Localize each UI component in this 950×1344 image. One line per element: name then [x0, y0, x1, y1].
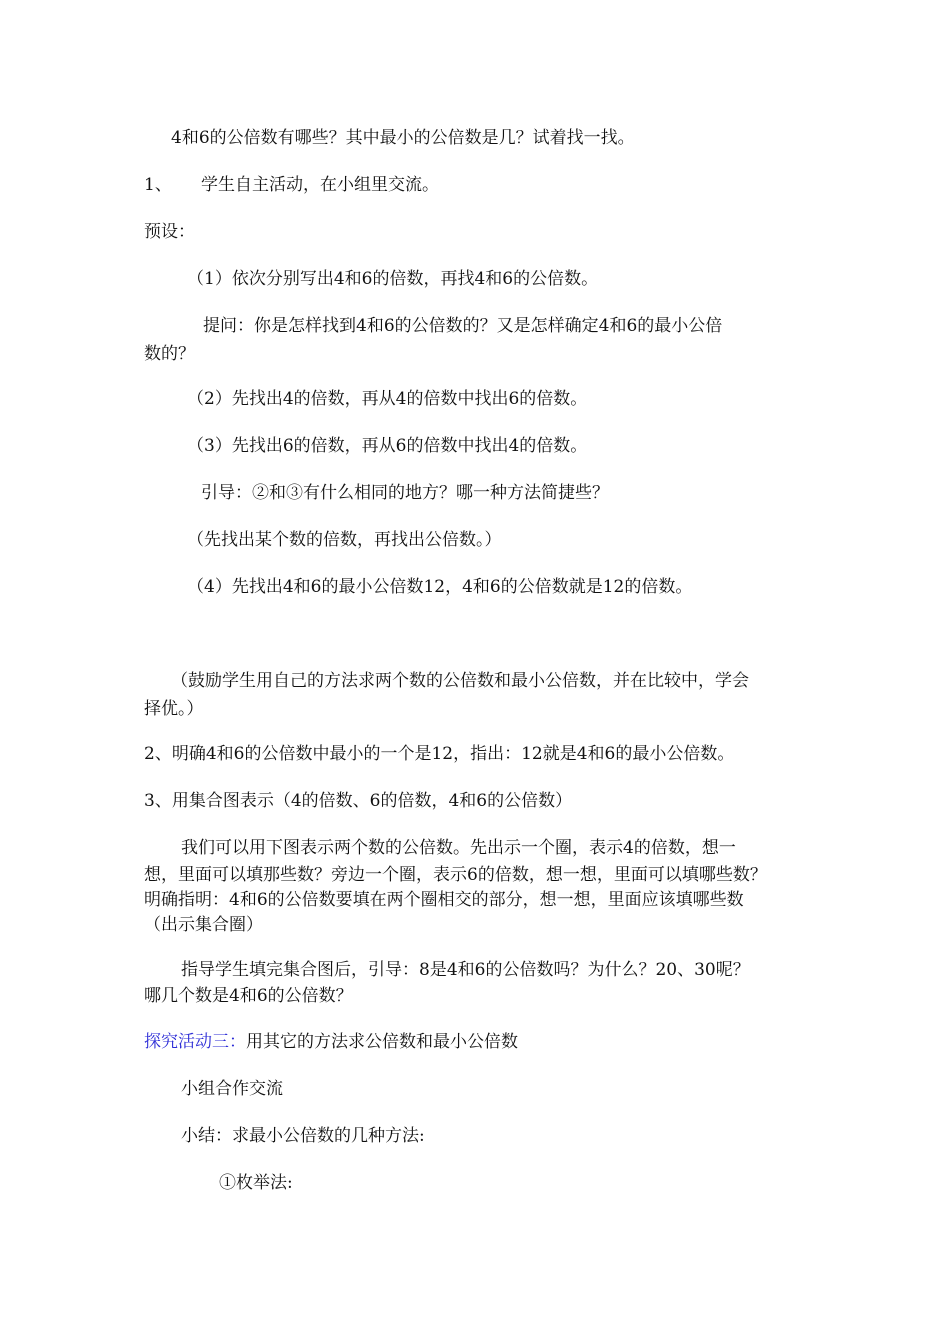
paragraph-encourage-line-2: 择优。）: [144, 699, 204, 719]
paragraph-explain-line-1: 我们可以用下图表示两个数的公倍数。先出示一个圈，表示4的倍数，想一: [181, 838, 736, 858]
paragraph-activity: 学生自主活动，在小组里交流。: [201, 175, 439, 195]
section-heading: [144, 1029, 518, 1055]
paragraph-enumeration: ①枚举法:: [219, 1173, 293, 1193]
paragraph-group: 小组合作交流: [181, 1079, 283, 1099]
paragraph-note: （先找出某个数的倍数，再找出公倍数。）: [187, 530, 502, 550]
paragraph-method-3: （3）先找出6的倍数，再从6的倍数中找出4的倍数。: [187, 436, 588, 456]
paragraph-method-2: （2）先找出4的倍数，再从4的倍数中找出6的倍数。: [187, 389, 588, 409]
paragraph-venn: 3、用集合图表示（4的倍数、6的倍数，4和6的公倍数）: [144, 791, 573, 811]
paragraph-preset: 预设：: [144, 222, 195, 242]
paragraph-question: 4和6的公倍数有哪些？其中最小的公倍数是几？试着找一找。: [171, 128, 635, 148]
paragraph-fill-line-2: 哪几个数是4和6的公倍数？: [144, 986, 353, 1006]
paragraph-fill-line-1: 指导学生填完集合图后，引导：8是4和6的公倍数吗？为什么？20、30呢？: [181, 960, 750, 980]
paragraph-method-4: （4）先找出4和6的最小公倍数12，4和6的公倍数就是12的倍数。: [187, 577, 693, 597]
paragraph-question-line-2: 数的？: [144, 344, 195, 364]
paragraph-encourage-line-1: （鼓励学生用自己的方法求两个数的公倍数和最小公倍数，并在比较中，学会: [171, 671, 749, 691]
paragraph-guide: 引导：②和③有什么相同的地方？哪一种方法简捷些？: [201, 483, 609, 503]
paragraph-method-1: （1）依次分别写出4和6的倍数，再找4和6的公倍数。: [187, 269, 599, 289]
paragraph-explain-line-2: 想，里面可以填那些数？旁边一个圈，表示6的倍数，想一想，里面可以填哪些数？: [144, 865, 767, 885]
paragraph-explain-line-4: （出示集合圈）: [144, 915, 263, 935]
paragraph-explain-line-3: 明确指明：4和6的公倍数要填在两个圈相交的部分，想一想，里面应该填哪些数: [144, 890, 744, 910]
section-label: 探究活动三：: [144, 1032, 246, 1052]
paragraph-question-line-1: 提问：你是怎样找到4和6的公倍数的？又是怎样确定4和6的最小公倍: [203, 316, 723, 336]
section-title: 用其它的方法求公倍数和最小公倍数: [246, 1032, 518, 1052]
paragraph-summary: 小结：求最小公倍数的几种方法:: [181, 1126, 425, 1146]
item-number-1: 1、: [144, 175, 172, 195]
paragraph-clarify: 2、明确4和6的公倍数中最小的一个是12，指出：12就是4和6的最小公倍数。: [144, 744, 735, 764]
